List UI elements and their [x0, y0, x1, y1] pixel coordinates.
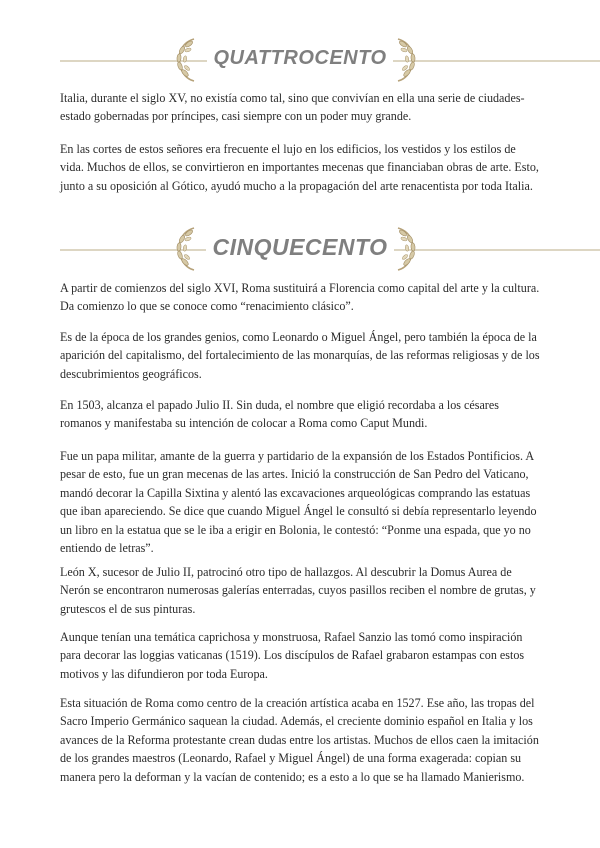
section-header-cinquecento — [0, 224, 600, 274]
paragraph: León X, sucesor de Julio II, patrocinó otro tipo de hallazgos. Al descubrir la Domus Aurea de Nerón se encontraron numerosas galerías enterradas, cuyos pasillos reciben el nombre de grutas, y grutescos el de sus pinturas. — [60, 565, 536, 616]
paragraph: A partir de comienzos del siglo XVI, Roma sustituirá a Florencia como capital del arte y la cultura. Da comienzo lo que se conoce como “renacimiento clásico”. — [60, 281, 540, 314]
section-title: QUATTROCENTO — [0, 47, 600, 70]
paragraph: Aunque tenían una temática caprichosa y monstruosa, Rafael Sanzio las tomó como inspiración para decorar las loggias vaticanas (1519). Los discípulos de Rafael grabaron estampas con estos motivos y las difundieron por toda Europa. — [60, 630, 525, 681]
paragraph: En 1503, alcanza el papado Julio II. Sin duda, el nombre que eligió recordaba a los césares romanos y manifestaba su intención de colocar a Roma como Caput Mundi. — [60, 398, 499, 431]
section-header-quattrocento — [0, 35, 600, 85]
section-title: CINQUECENTO — [0, 234, 600, 261]
paragraph: Es de la época de los grandes genios, como Leonardo o Miguel Ángel, pero también la época de la aparición del capitalismo, del fortalecimiento de las monarquías, de las reformas religiosas y de los descubrimientos geográficos. — [60, 330, 540, 381]
paragraph: Fue un papa militar, amante de la guerra y partidario de la expansión de los Estados Pontificios. A pesar de esto, fue un gran mecenas de las artes. Inició la construcción de San Pedro del Vaticano, mandó decorar la Capilla Sixtina y alentó las excavaciones arqueológicas comprando las estatuas que iban apareciendo. Se dice que cuando Miguel Ángel le consultó si debía representarlo leyendo un libro en la estatua que se le iba a erigir en Bolonia, le contestó: “Ponme una espada, que yo no entiendo de letras”. — [60, 449, 537, 556]
paragraph: Italia, durante el siglo XV, no existía como tal, sino que convivían en ella una serie de ciudades-estado gobernadas por príncipes, casi siempre con un poder muy grande. — [60, 91, 525, 124]
paragraph: En las cortes de estos señores era frecuente el lujo en los edificios, los vestidos y los estilos de vida. Muchos de ellos, se convirtieron en importantes mecenas que financiaban obras de arte. Esto, junto a su oposición al Gótico, ayudó mucho a la propagación del arte renacentista por toda Italia. — [60, 142, 539, 193]
paragraph: Esta situación de Roma como centro de la creación artística acaba en 1527. Ese año, las tropas del Sacro Imperio Germánico saquean la ciudad. Además, el creciente dominio español en Italia y los avances de la Reforma protestante crean dudas entre los artistas. Muchos de ellos caen la imitación de los grandes maestros (Leonardo, Rafael y Miguel Ángel) de una forma exagerada: copian su manera pero la deforman y la vacían de contenido; es a esto a lo que se ha llamado Manierismo. — [60, 696, 539, 784]
